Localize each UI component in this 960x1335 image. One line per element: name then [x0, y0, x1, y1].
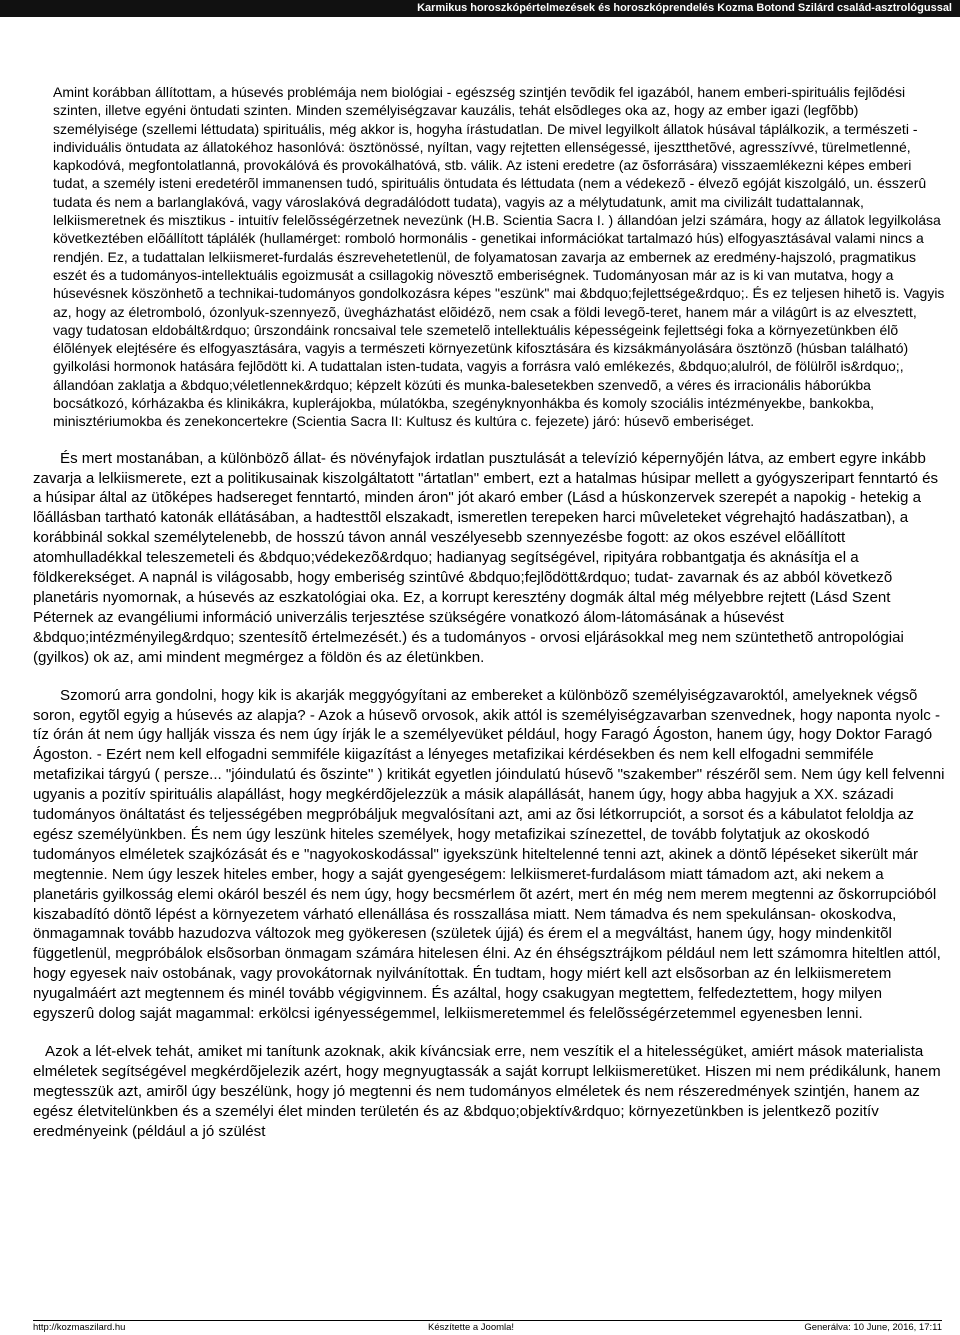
- footer-generated-date: Generálva: 10 June, 2016, 17:11: [804, 1322, 942, 1333]
- article-paragraph-4: Azok a lét-elvek tehát, amiket mi tanítunk azoknak, akik kíváncsiak erre, nem veszítik el a hitelességüket, amiért mások materialista elméletek segítségével megkérdõjelezik azért, hogy megnyugtassák a saját korrupt lelkiismeretüket. Hiszen mi nem prédikálunk, hanem megtesszük azt, amirõl úgy beszélünk, hogy jó megtenni és nem tudományos elméletek és nem részeredmények szintjén, hanem az egész életvitelünkben és a személyi élet minden területén és az &bdquo;objektív&rdquo; környezetünkben is jelentkezõ pozitív eredményeink (például a jó szülést: [33, 1043, 941, 1140]
- footer-credit: Készítette a Joomla!: [428, 1322, 515, 1333]
- article-body: [33, 83, 945, 1142]
- article-paragraph-2: És mert mostanában, a különbözõ állat- és növényfajok irdatlan pusztulását a televízió képernyõjén látva, az embert egyre inkább zavarja a lelkiismerete, ezt a politikusainak kiszolgáltatott "ártatlan" embert, ezt a hatalmas húsipar mellett a gyógyszeripart fenntartó és a húsipar által az ütõképes hadsereget fenntartó, minden áron" jót akaró ember (Lásd a húskonzervek szerepét a napokig - hetekig a lõállásban tartható katonák ellátásában, a hadtesttõl elszakadt, ismeretlen terepeken harci mûveleteket végrehajtó hadászatban), a korábbinál sokkal személytelenebb, de hosszú távon annál veszélyesebb szennyezésbe fogott: az okos eszével elõállított atomhulladékkal teleszemeteli és &bdquo;védekezõ&rdquo; hadianyag segítségével, ripityára robbantgatja és aknásítja el a földkerekséget. A napnál is világosabb, hogy emberiség szintûvé &bdquo;fejlõdött&rdquo; tudat- zavarnak és az abból következõ planetáris nyomornak, a húsevés az eszkatológiai oka. Ez, a korrupt keresztény dogmák által még mélyebbre rejtett (Lásd Szent Péternek az evangéliumi információ univerzális terjesztése szükségére vonatkozó álom-látomásának a húsevést &bdquo;intézményileg&rdquo; szentesítõ értelmezését.) és a tudományos - orvosi eljárásokkal meg nem szüntethetõ antropológiai (gyilkos) ok az, ami mindent megmérgez a földön és az életünkben.: [33, 449, 939, 666]
- page-header-title: Karmikus horoszkópértelmezések és horoszkóprendelés Kozma Botond Szilárd család-asztrológussal: [0, 0, 960, 17]
- page-footer: [33, 1320, 942, 1335]
- article-paragraph-3: Szomorú arra gondolni, hogy kik is akarják meggyógyítani az embereket a különbözõ személyiségzavaroktól, amelyeknek végsõ soron, egytõl egyig a húsevés az alapja? - Azok a húsevõ orvosok, akik attól is személyiségzavarban szenvednek, hogy naponta nyolc - tíz órán át nem úgy hallják vissza és nem úgy írják le a személyevüket például, hogy Faragó Ágoston, hanem úgy, hogy Doktor Faragó Ágoston. - Ezért nem kell elfogadni semmiféle kiigazítást a lényeges metafizikai kérdésekben és nem kell elfogadni semmiféle metafizikai tárgyú ( persze... "jóindulatú és õszinte" ) kritikát egyetlen jóindulatú húsevõ "szakember" részérõl sem. Nem úgy kell felvenni ugyanis a pozitív spirituális alapállást, hogy megkérdõjelezzük a másik alapállását, hanem úgy, hogy abba hagyjuk a XX. századi tudományos önáltatást és teljességében megpróbáljuk megvalósítani azt, ami az õsi létkorrupciót, a sorsot és a kábulatot feloldja az egész személyünkben. És nem úgy leszünk hiteles személyek, hogy metafizikai színezettel, de tovább folytatjuk az okoskodó tudományos elméletek szajkózását és e "nagyokoskodással" igyekszünk hiteltelenné tenni azt, akinek a döntõ lépéseket sikerült már megtennie. Nem úgy leszek hiteles ember, hogy a saját gyengeségem: lelkiismeret-furdalásom miatt támadom azt, aki nekem a planetáris gyilkosság elemi okáról beszél és nem úgy, hogy becsmérlem õt azért, mert én még nem merem megtenni az õskorrupcióból kiszabadító döntõ lépést a környezetem várható ellenállása és rosszallása miatt. Nem támadva és nem spekulánsan- okoskodva, önmagamnak tovább hazudozva változok meg gyökeresen (születek újjá) és érem el a megváltást, hanem úgy, hogy mindenkitõl függetlenül, megpróbálok elsõsorban önmagam számára hitelesen élni. Az én éhségsztrájkom például nem lett számomra hiteltlen attól, hogy egyesek naiv ostobának, vagy provokátornak nyilvánítottak. Én tudtam, hogy miért kell azt elsõsorban az én lelkiismeretem nyugalmáért azt megtennem és minél tovább végigvinnem. És azáltal, hogy csakugyan megtettem, felfedeztettem, hogy milyen egyszerû dolog saját magammal: erkölcsi igényességemmel, lelkiismeretemmel és felelõsségérzetemmel egyenesben lenni.: [33, 686, 945, 1023]
- footer-url-link[interactable]: http://kozmaszilard.hu: [33, 1322, 126, 1333]
- article-paragraph-1: Amint korábban állítottam, a húsevés problémája nem biológiai - egészség szintjén tevõdik fel igazából, hanem emberi-spirituális fejlõdési szinten, illetve egyéni öntudati szinten. Minden személyiségzavar kauzális, tehát elsõdleges oka az, hogy az ember igazi (legfõbb) személyisége (szellemi léttudata) spirituális, még akkor is, hogyha írástudatlan. De mivel legyilkolt állatok húsával táplálkozik, a természeti - individuális öntudata az állatokéhoz hasonlóvá: ösztönössé, nyíltan, vagy rejtetten ellenségessé, ijesztthetõvé, agresszívvé, türelmetlenné, kapkodóvá, megfontolatlanná, provokálóvá és provokálhatóvá, stb. válik. Az isteni eredetre (az õsforrására) visszaemlékezni képes emberi tudat, a személy isteni eredetérõl immanensen tudó, spirituális öntudata és léttudata (nem a védekezõ - élvezõ egóját kiszolgáló, un. ésszerû tudata és nem a barlanglakóvá, vagy városlakóvá degradálódott tudata), vagyis az a mélytudatunk, amit ma civilizált tudattalannak, lelkiismeretnek és misztikus - intuitív felelõsségérzetnek nevezünk (H.B. Scientia Sacra I. ) állandóan jelzi számára, hogy az állatok legyilkolása következtében elõállított táplálék (hullamérget: romboló hormonális - genetikai információkat tartalmazó hús) elfogyasztásával valami nincs a rendjén. Ez, a tudattalan lelkiismeret-furdalás észrevehetetlenül, de folyamatosan zavarja az embernek az eredmény-hajszoló, pragmatikus eszét és a tudományos-intellektuális egoizmusát a csillagokig növesztõ emberiségnek. Tudományosan már az is ki van mutatva, hogy a húsevésnek köszönhetõ a technikai-tudományos gondolkozásra képes "eszünk" mai &bdquo;fejlettsége&rdquo;. És ez teljesen hihetõ is. Vagyis az, hogy az életromboló, ózonlyuk-szennyezõ, üvegházhatást elõidézõ, nem csak a földi levegõ-teret, hanem már a világûrt is az elvesztett, vagy tudatosan eldobált&rdquo; ûrszondáink roncsaival tele szemetelõ intellektuális képességeink fejlettségi foka a környezetünkben élõ élõlények elejtésére és elfogyasztására, vagyis a természeti környezetünk kifosztására és kizsákmányolására ösztönzõ (húsban található) gyilkolási hormonok hatására fejlõdött ki. A tudattalan isten-tudata, vagyis a forrásra való emlékezés, &bdquo;alulról, de fölülrõl is&rdquo;, állandóan zaklatja a &bdquo;véletlennek&rdquo; képzelt közúti és munka-balesetekben szenvedõ, a véres és irracionális háborúkba bocsátkozó, kórházakba és klinikákra, kuplerájokba, múlatókba, szegényknyonhákba és komoly szociális intézményekbe, bankokba, minisztériumokba és zenekoncertekre (Scientia Sacra II: Kultusz és kultúra c. fejezete) járó: húsevõ emberiséget.: [53, 84, 945, 430]
